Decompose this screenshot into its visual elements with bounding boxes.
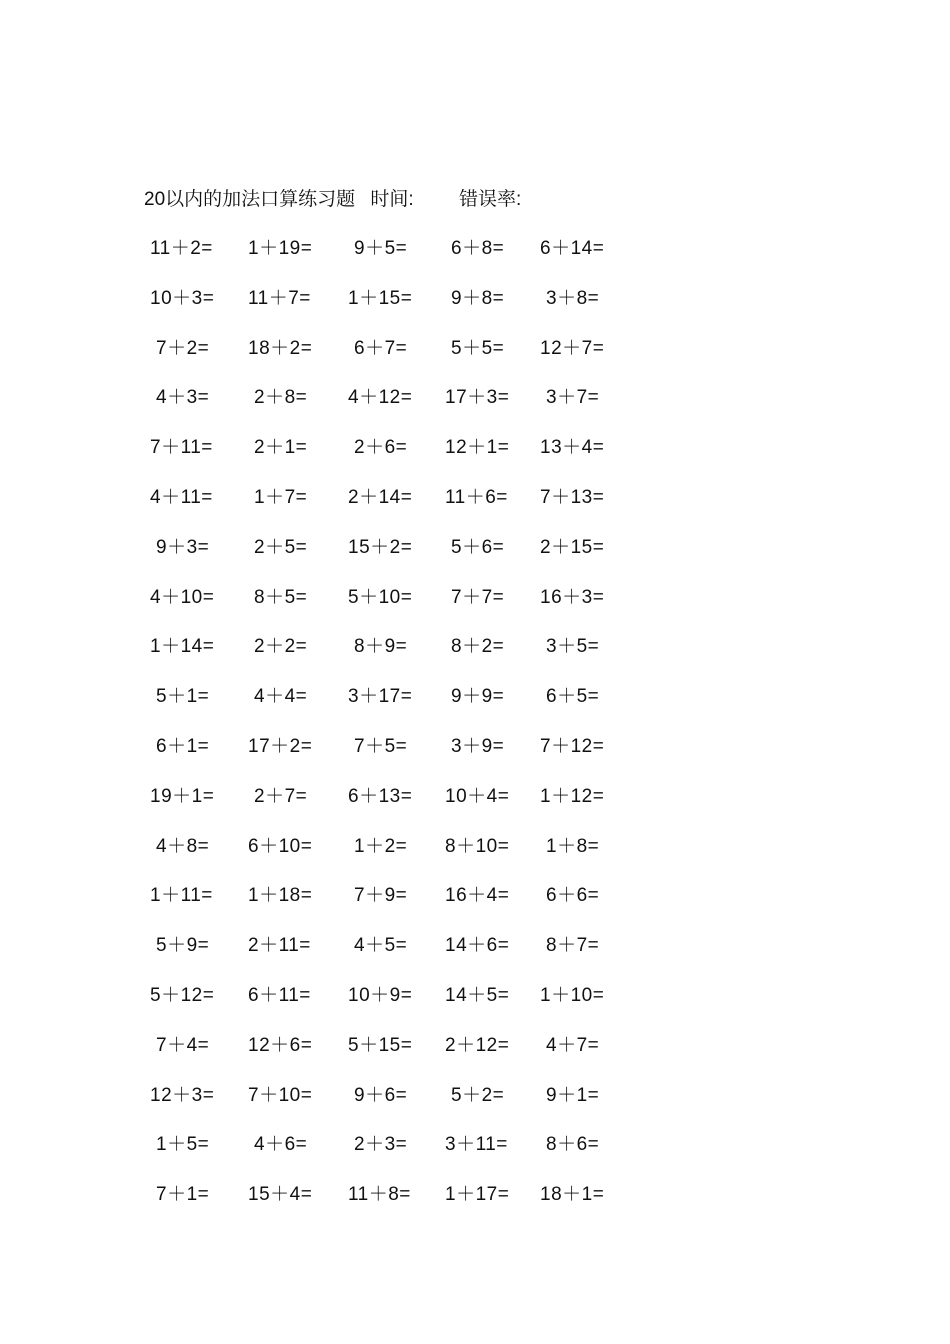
problem-5-3: 2＋6= [354,437,408,458]
problem-8-5: 16＋3= [540,587,605,608]
problem-13-4: 8＋10= [445,836,510,857]
problem-9-4: 8＋2= [451,636,505,657]
problem-14-5: 6＋6= [546,885,600,906]
problem-8-1: 4＋10= [150,587,215,608]
problem-14-3: 7＋9= [354,885,408,906]
problem-12-5: 1＋12= [540,786,605,807]
problem-10-4: 9＋9= [451,686,505,707]
problem-11-3: 7＋5= [354,736,408,757]
problem-6-4: 11＋6= [445,487,508,508]
problem-20-2: 15＋4= [248,1184,313,1205]
problem-15-1: 5＋9= [156,935,210,956]
time-label: 时间: [370,189,414,210]
problem-6-1: 4＋11= [150,487,213,508]
problem-4-1: 4＋3= [156,387,210,408]
problem-18-1: 12＋3= [150,1085,215,1106]
problem-12-1: 19＋1= [150,786,215,807]
error-rate-label: 错误率: [458,189,522,210]
problem-1-3: 9＋5= [354,238,408,259]
problem-2-3: 1＋15= [348,288,413,309]
problem-1-2: 1＋19= [248,238,313,259]
problem-13-1: 4＋8= [156,836,210,857]
problem-11-5: 7＋12= [540,736,605,757]
problem-7-5: 2＋15= [540,537,605,558]
problem-4-3: 4＋12= [348,387,413,408]
problem-17-1: 7＋4= [156,1035,210,1056]
problem-10-5: 6＋5= [546,686,600,707]
problem-9-2: 2＋2= [254,636,308,657]
problem-11-2: 17＋2= [248,736,313,757]
problem-20-5: 18＋1= [540,1184,605,1205]
problem-12-3: 6＋13= [348,786,413,807]
problem-6-3: 2＋14= [348,487,413,508]
problem-18-2: 7＋10= [248,1085,313,1106]
worksheet-header [144,186,521,214]
problem-16-2: 6＋11= [248,985,311,1006]
problem-12-2: 2＋7= [254,786,308,807]
problem-1-5: 6＋14= [540,238,605,259]
problem-9-1: 1＋14= [150,636,215,657]
problem-7-2: 2＋5= [254,537,308,558]
problem-10-2: 4＋4= [254,686,308,707]
problem-15-3: 4＋5= [354,935,408,956]
problem-13-5: 1＋8= [546,836,600,857]
problem-16-4: 14＋5= [445,985,510,1006]
problem-5-1: 7＋11= [150,437,213,458]
problem-17-4: 2＋12= [445,1035,510,1056]
problem-17-2: 12＋6= [248,1035,313,1056]
problem-7-4: 5＋6= [451,537,505,558]
problem-13-3: 1＋2= [354,836,408,857]
problem-2-5: 3＋8= [546,288,600,309]
problem-1-4: 6＋8= [451,238,505,259]
problem-12-4: 10＋4= [445,786,510,807]
problem-4-5: 3＋7= [546,387,600,408]
problem-2-2: 11＋7= [248,288,311,309]
problem-16-3: 10＋9= [348,985,413,1006]
problem-15-2: 2＋11= [248,935,311,956]
problem-10-3: 3＋17= [348,686,413,707]
problem-3-1: 7＋2= [156,338,210,359]
problem-19-3: 2＋3= [354,1134,408,1155]
problem-7-3: 15＋2= [348,537,413,558]
problem-15-5: 8＋7= [546,935,600,956]
problem-16-1: 5＋12= [150,985,215,1006]
problem-5-4: 12＋1= [445,437,510,458]
problem-8-3: 5＋10= [348,587,413,608]
problem-8-4: 7＋7= [451,587,505,608]
problem-9-3: 8＋9= [354,636,408,657]
problem-2-4: 9＋8= [451,288,505,309]
problem-7-1: 9＋3= [156,537,210,558]
problem-18-5: 9＋1= [546,1085,600,1106]
problem-4-2: 2＋8= [254,387,308,408]
problem-20-1: 7＋1= [156,1184,210,1205]
problem-3-3: 6＋7= [354,338,408,359]
problem-19-5: 8＋6= [546,1134,600,1155]
problem-11-1: 6＋1= [156,736,210,757]
problem-20-4: 1＋17= [445,1184,510,1205]
problem-15-4: 14＋6= [445,935,510,956]
problem-14-1: 1＋11= [150,885,213,906]
problem-17-3: 5＋15= [348,1035,413,1056]
problem-19-1: 1＋5= [156,1134,210,1155]
problem-5-5: 13＋4= [540,437,605,458]
problem-14-2: 1＋18= [248,885,313,906]
problem-6-2: 1＋7= [254,487,308,508]
problem-3-2: 18＋2= [248,338,313,359]
problem-19-4: 3＋11= [445,1134,508,1155]
problem-17-5: 4＋7= [546,1035,600,1056]
problem-11-4: 3＋9= [451,736,505,757]
problem-2-1: 10＋3= [150,288,215,309]
worksheet-title: 20以内的加法口算练习题 [144,189,356,210]
problem-14-4: 16＋4= [445,885,510,906]
problem-10-1: 5＋1= [156,686,210,707]
problem-20-3: 11＋8= [348,1184,411,1205]
problem-9-5: 3＋5= [546,636,600,657]
problem-13-2: 6＋10= [248,836,313,857]
problem-19-2: 4＋6= [254,1134,308,1155]
problem-3-4: 5＋5= [451,338,505,359]
problem-6-5: 7＋13= [540,487,605,508]
problem-18-3: 9＋6= [354,1085,408,1106]
problem-18-4: 5＋2= [451,1085,505,1106]
problem-16-5: 1＋10= [540,985,605,1006]
problem-1-1: 11＋2= [150,238,213,259]
problem-3-5: 12＋7= [540,338,605,359]
problem-5-2: 2＋1= [254,437,308,458]
problem-4-4: 17＋3= [445,387,510,408]
problem-8-2: 8＋5= [254,587,308,608]
